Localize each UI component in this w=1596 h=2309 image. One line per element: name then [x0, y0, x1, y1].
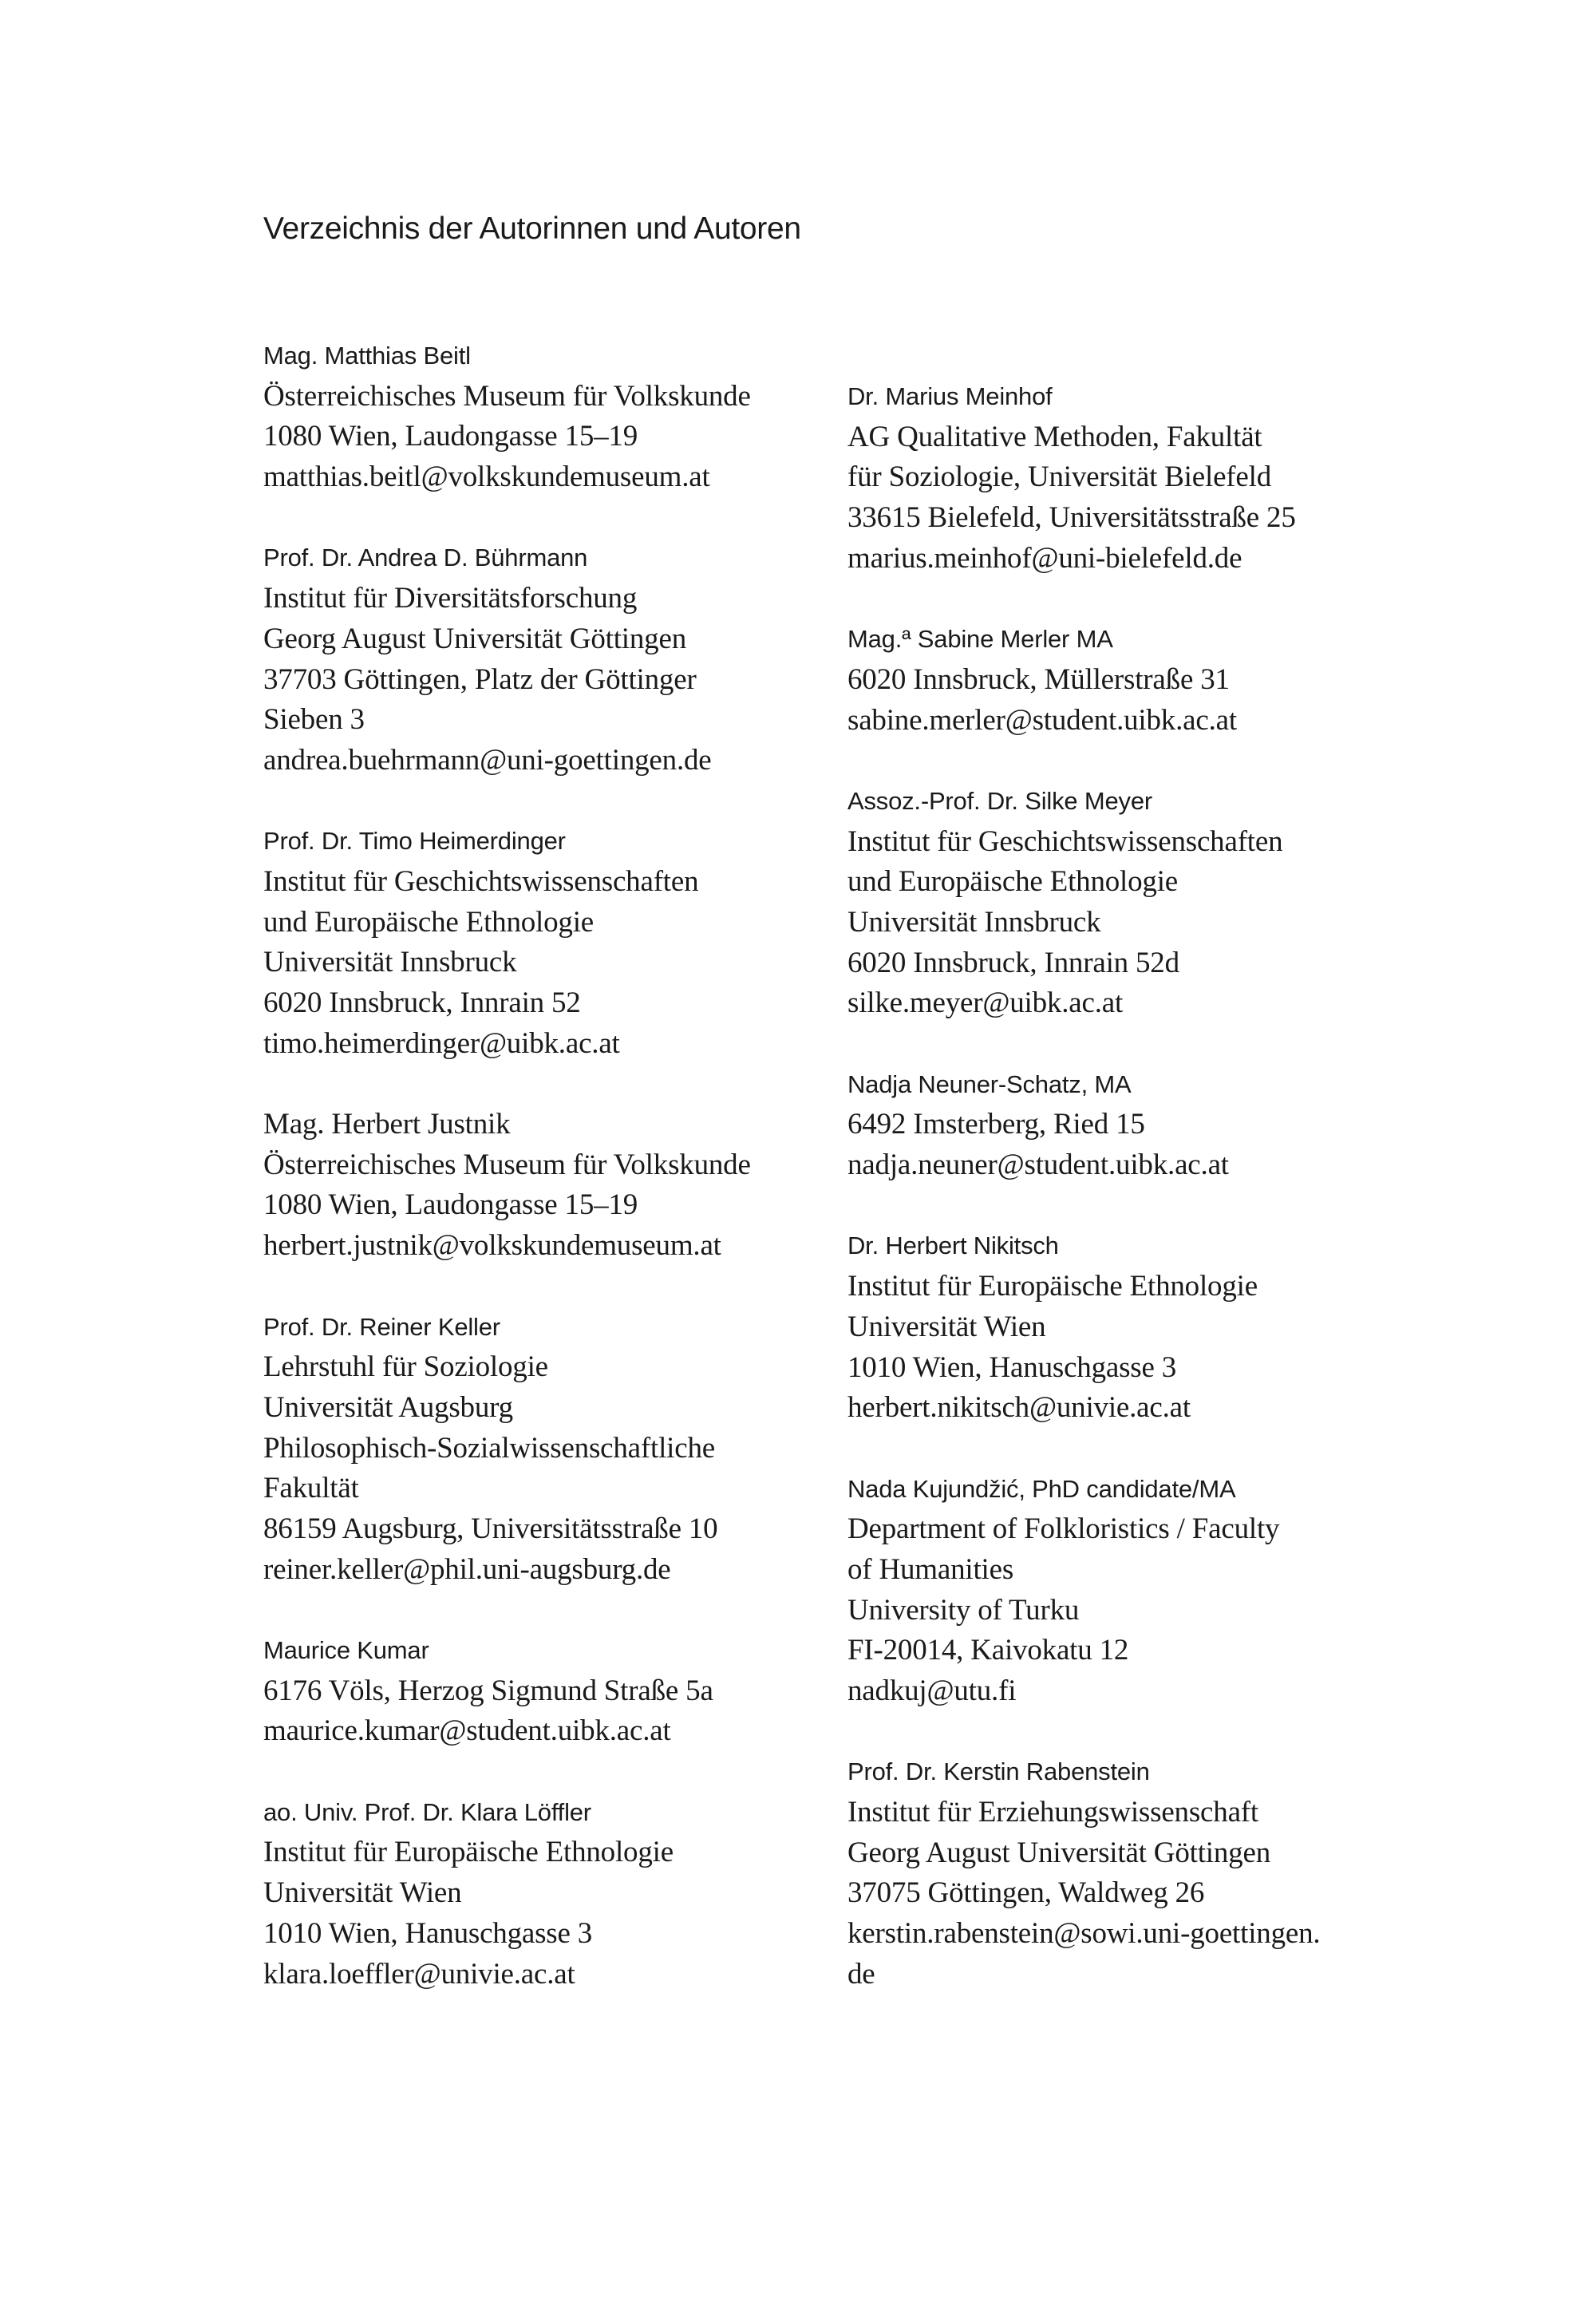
author-email: marius.meinhof@uni-bielefeld.de — [847, 541, 1242, 575]
author-entry — [263, 1793, 806, 1995]
author-address-line: University of Turku — [847, 1593, 1080, 1627]
author-address-line: Department of Folkloristics / Faculty — [847, 1512, 1280, 1546]
author-address-line: 1010 Wien, Hanuschgasse 3 — [847, 1350, 1177, 1384]
author-address-line: Georg August Universität Göttingen — [847, 1836, 1270, 1869]
author-address-line: Universität Wien — [847, 1310, 1046, 1343]
author-column-left — [263, 336, 806, 2035]
author-email: nadja.neuner@student.uibk.ac.at — [847, 1149, 1229, 1182]
author-address-line: Österreichisches Museum für Volkskunde — [263, 1148, 751, 1181]
author-email: andrea.buehrmann@uni-goettingen.de — [263, 743, 712, 777]
author-address-line: für Soziologie, Universität Bielefeld — [847, 461, 1272, 494]
author-address-line: of Humanities — [847, 1552, 1014, 1586]
author-email: herbert.justnik@volkskundemuseum.at — [263, 1229, 721, 1263]
author-name: ao. Univ. Prof. Dr. Klara Löffler — [263, 1797, 591, 1826]
author-name: Prof. Dr. Kerstin Rabenstein — [847, 1757, 1150, 1786]
author-entry — [847, 1065, 1390, 1186]
author-email: kerstin.rabenstein@sowi.uni-goettingen. — [847, 1917, 1321, 1951]
author-address-line: 1080 Wien, Laudongasse 15–19 — [263, 1188, 638, 1222]
author-name: Dr. Herbert Nikitsch — [847, 1232, 1059, 1260]
author-address-line: AG Qualitative Methoden, Fakultät — [847, 420, 1262, 453]
author-name: Nada Kujundžić, PhD candidate/MA — [847, 1474, 1236, 1503]
author-address-line: Institut für Diversitätsforschung — [263, 582, 638, 615]
author-name: Mag. Matthias Beitl — [263, 342, 471, 370]
author-email: timo.heimerdinger@uibk.ac.at — [263, 1026, 620, 1060]
author-name: Prof. Dr. Timo Heimerdinger — [263, 827, 566, 856]
author-address-line: 1080 Wien, Laudongasse 15–19 — [263, 420, 638, 453]
author-email: maurice.kumar@student.uibk.ac.at — [263, 1714, 671, 1748]
author-address-line: Georg August Universität Göttingen — [263, 622, 686, 655]
author-email: matthias.beitl@volkskundemuseum.at — [263, 461, 710, 494]
author-address-line: Lehrstuhl für Soziologie — [263, 1350, 548, 1384]
author-address-line: 1010 Wien, Hanuschgasse 3 — [263, 1916, 593, 1950]
author-name: Dr. Marius Meinhof — [847, 382, 1053, 410]
author-email: herbert.nikitsch@univie.ac.at — [847, 1391, 1191, 1425]
author-entry — [847, 781, 1390, 1024]
author-name: Prof. Dr. Reiner Keller — [263, 1312, 500, 1341]
author-entry — [263, 1105, 806, 1267]
author-email: nadkuj@utu.fi — [847, 1674, 1017, 1707]
author-entry — [263, 538, 806, 781]
author-address-line: 6492 Imsterberg, Ried 15 — [847, 1108, 1145, 1141]
author-entry — [847, 1752, 1390, 1995]
author-address-line: Philosophisch-Sozialwissenschaftliche — [263, 1431, 716, 1465]
author-entry — [263, 1307, 806, 1591]
author-address-line: 6020 Innsbruck, Müllerstraße 31 — [847, 662, 1230, 696]
author-email: sabine.merler@student.uibk.ac.at — [847, 703, 1237, 737]
author-column-right — [847, 377, 1390, 2035]
author-address-line: Universität Innsbruck — [263, 946, 517, 979]
author-address-line: Universität Augsburg — [263, 1390, 513, 1424]
author-address-line: Institut für Geschichtswissenschaften — [847, 824, 1283, 858]
author-address-line: FI-20014, Kaivokatu 12 — [847, 1634, 1129, 1667]
author-address-line: 86159 Augsburg, Universitätsstraße 10 — [263, 1512, 718, 1545]
author-address-line: Fakultät — [263, 1472, 359, 1505]
author-address-line: Institut für Europäische Ethnologie — [263, 1836, 674, 1869]
author-name: Mag. Herbert Justnik — [263, 1108, 511, 1141]
author-entry — [847, 1469, 1390, 1712]
author-name: Mag.ª Sabine Merler MA — [847, 625, 1113, 654]
author-entry — [847, 377, 1390, 579]
author-address-line: und Europäische Ethnologie — [847, 865, 1179, 899]
author-address-line: und Europäische Ethnologie — [263, 905, 595, 939]
author-name: Assoz.-Prof. Dr. Silke Meyer — [847, 786, 1152, 815]
author-address-line: Institut für Geschichtswissenschaften — [263, 864, 699, 898]
author-entry — [263, 1631, 806, 1752]
author-entry — [263, 821, 806, 1064]
author-address-line: 37703 Göttingen, Platz der Göttinger — [263, 662, 697, 696]
author-entry — [263, 336, 806, 498]
author-name: Nadja Neuner-Schatz, MA — [847, 1069, 1132, 1098]
author-address-line: Sieben 3 — [263, 703, 365, 737]
author-address-line: 6176 Völs, Herzog Sigmund Straße 5a — [263, 1674, 713, 1707]
author-entry — [847, 619, 1390, 741]
page-title: Verzeichnis der Autorinnen und Autoren — [263, 212, 801, 246]
author-email: reiner.keller@phil.uni-augsburg.de — [263, 1552, 671, 1586]
author-address-line: 6020 Innsbruck, Innrain 52d — [847, 946, 1179, 979]
author-address-line: Österreichisches Museum für Volkskunde — [263, 379, 751, 413]
author-address-line: Institut für Europäische Ethnologie — [847, 1270, 1258, 1303]
author-address-line: Universität Innsbruck — [847, 905, 1101, 939]
author-name: Prof. Dr. Andrea D. Bührmann — [263, 544, 588, 572]
author-address-line: 6020 Innsbruck, Innrain 52 — [263, 986, 581, 1019]
author-address-line: Institut für Erziehungswissenschaft — [847, 1796, 1258, 1829]
author-address-line: 37075 Göttingen, Waldweg 26 — [847, 1876, 1205, 1910]
author-email: silke.meyer@uibk.ac.at — [847, 986, 1124, 1020]
author-address-line: Universität Wien — [263, 1876, 462, 1910]
author-name: Maurice Kumar — [263, 1636, 429, 1664]
author-address-line: 33615 Bielefeld, Universitätsstraße 25 — [847, 501, 1296, 535]
author-email: klara.loeffler@univie.ac.at — [263, 1957, 575, 1991]
author-address-line: de — [847, 1957, 875, 1991]
author-entry — [847, 1226, 1390, 1428]
